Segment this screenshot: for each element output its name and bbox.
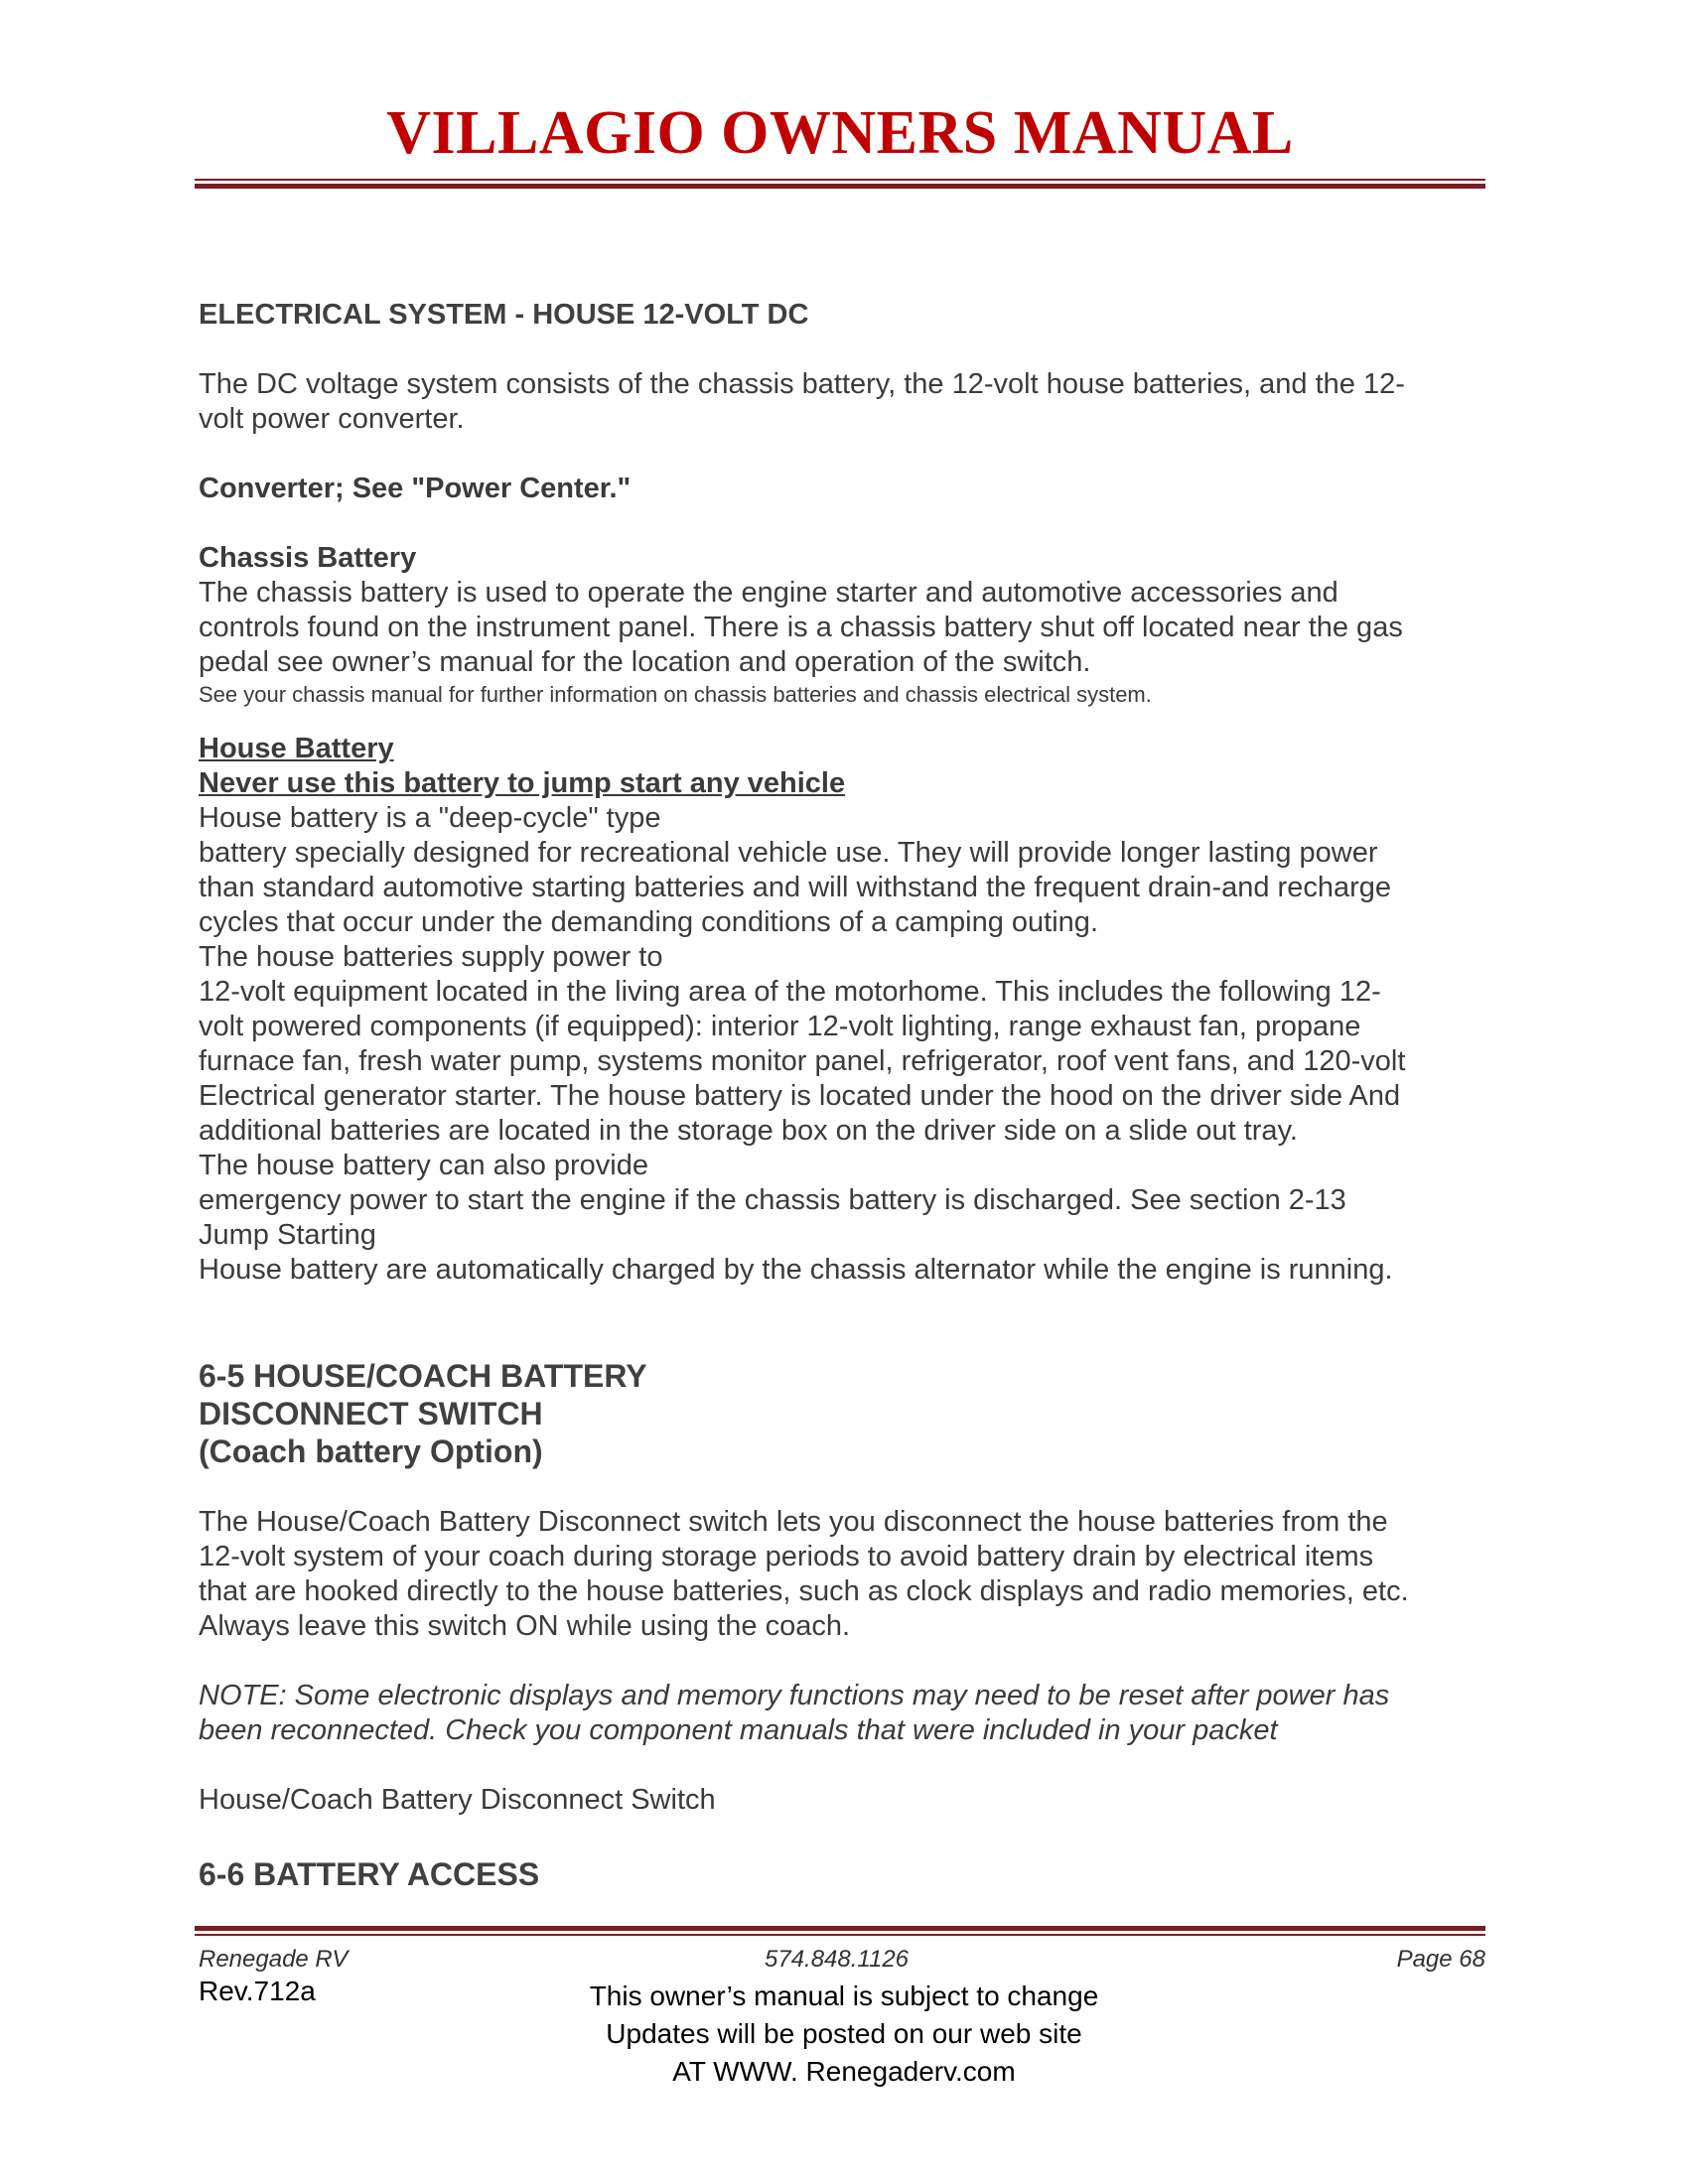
header-rule-top bbox=[195, 179, 1485, 181]
footer-notice-line: Updates will be posted on our web site bbox=[606, 2018, 1082, 2049]
intro-line: The DC voltage system consists of the chassis battery, the 12-volt house batteries, and the 12- bbox=[199, 368, 1405, 400]
footer-revision: Rev.712a bbox=[199, 1976, 316, 2006]
house-battery-warning: Never use this battery to jump start any vehicle bbox=[199, 767, 846, 799]
house-battery-line: than standard automotive starting batteries and will withstand the frequent drain-and recharge bbox=[199, 872, 1391, 903]
house-battery-line: House battery are automatically charged by the chassis alternator while the engine is running. bbox=[199, 1254, 1393, 1286]
header-rule-bottom bbox=[195, 184, 1485, 189]
section-6-5-note: been reconnected. Check you component manuals that were included in your packet bbox=[199, 1714, 1278, 1746]
main-content bbox=[199, 298, 1489, 1893]
house-battery-heading: House Battery bbox=[199, 733, 394, 764]
house-battery-line: additional batteries are located in the storage box on the driver side on a slide out tray. bbox=[199, 1115, 1298, 1147]
section-6-5-note: NOTE: Some electronic displays and memory functions may need to be reset after power has bbox=[199, 1680, 1390, 1711]
footer-rule-bottom bbox=[195, 1934, 1485, 1936]
house-battery-line: House battery is a "deep-cycle" type bbox=[199, 802, 661, 834]
section-6-6-heading: 6-6 BATTERY ACCESS bbox=[199, 1856, 540, 1892]
house-battery-line: battery specially designed for recreational vehicle use. They will provide longer lasting power bbox=[199, 837, 1378, 869]
house-battery-line: furnace fan, fresh water pump, systems monitor panel, refrigerator, roof vent fans, and 120-volt bbox=[199, 1045, 1406, 1077]
section-heading: ELECTRICAL SYSTEM - HOUSE 12-VOLT DC bbox=[199, 299, 809, 331]
chassis-battery-line: The chassis battery is used to operate the engine starter and automotive accessories and bbox=[199, 577, 1338, 609]
footer-notice-line: This owner’s manual is subject to change bbox=[589, 1980, 1099, 2011]
house-battery-line: 12-volt equipment located in the living area of the motorhome. This includes the following 12- bbox=[199, 976, 1381, 1008]
chassis-battery-note: See your chassis manual for further information on chassis batteries and chassis electrical system. bbox=[199, 682, 1152, 707]
chassis-battery-line: controls found on the instrument panel. There is a chassis battery shut off located near the gas bbox=[199, 612, 1403, 643]
footer-notice bbox=[556, 1978, 1132, 2091]
chassis-battery-line: pedal see owner’s manual for the location and operation of the switch. bbox=[199, 646, 1091, 678]
footer-company: Renegade RV bbox=[199, 1946, 349, 1973]
section-6-5-line: that are hooked directly to the house batteries, such as clock displays and radio memories, etc. bbox=[199, 1575, 1409, 1607]
footer-notice-line: AT WWW. Renegaderv.com bbox=[672, 2056, 1016, 2087]
page-title: VILLAGIO OWNERS MANUAL bbox=[386, 99, 1294, 167]
footer-page-number: Page 68 bbox=[1396, 1946, 1485, 1973]
footer-phone: 574.848.1126 bbox=[765, 1946, 910, 1973]
house-battery-line: cycles that occur under the demanding conditions of a camping outing. bbox=[199, 906, 1098, 938]
converter-line: Converter; See "Power Center." bbox=[199, 473, 632, 504]
house-battery-line: Jump Starting bbox=[199, 1219, 376, 1251]
section-6-5-line: Always leave this switch ON while using the coach. bbox=[199, 1610, 851, 1642]
intro-line: volt power converter. bbox=[199, 403, 465, 435]
house-battery-line: The house batteries supply power to bbox=[199, 941, 663, 973]
section-6-5-heading: (Coach battery Option) bbox=[199, 1433, 543, 1469]
house-battery-line: emergency power to start the engine if the chassis battery is discharged. See section 2-13 bbox=[199, 1184, 1346, 1216]
house-battery-line: Electrical generator starter. The house battery is located under the hood on the driver side And bbox=[199, 1080, 1401, 1112]
house-battery-line: The house battery can also provide bbox=[199, 1150, 648, 1181]
footer-rule-top bbox=[195, 1926, 1485, 1931]
section-6-5-line: 12-volt system of your coach during storage periods to avoid battery drain by electrical items bbox=[199, 1541, 1374, 1572]
chassis-battery-heading: Chassis Battery bbox=[199, 542, 417, 574]
section-6-5-heading: 6-5 HOUSE/COACH BATTERY bbox=[199, 1358, 647, 1394]
section-6-5-heading: DISCONNECT SWITCH bbox=[199, 1396, 543, 1432]
house-battery-line: volt powered components (if equipped): interior 12-volt lighting, range exhaust fan, propane bbox=[199, 1011, 1361, 1042]
switch-caption: House/Coach Battery Disconnect Switch bbox=[199, 1784, 716, 1816]
section-6-5-line: The House/Coach Battery Disconnect switch lets you disconnect the house batteries from the bbox=[199, 1506, 1388, 1538]
